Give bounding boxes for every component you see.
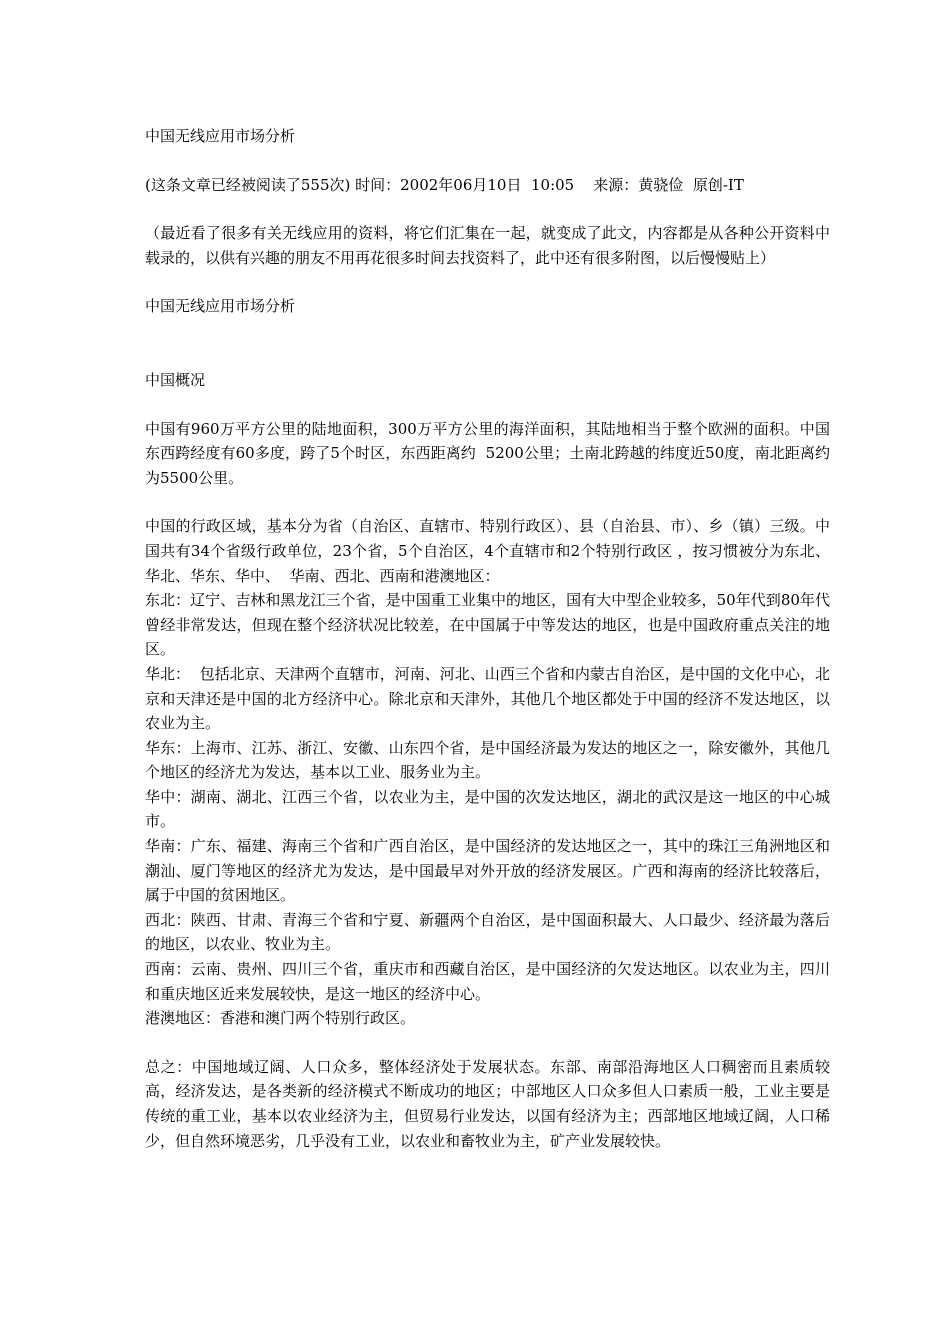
paragraph-administrative-regions: 中国的行政区域，基本分为省（自治区、直辖市、特别行政区）、县（自治县、市）、乡（镇）三级。中国共有34个省级行政单位，23个省，5个自治区，4个直辖市和2个特别行政区 ，按习惯被分为东北、华北、华东、华中、 华南、西北、西南和港澳地区： [145,517,830,585]
document-body [145,124,830,1153]
paragraph-geography: 中国有960万平方公里的陆地面积，300万平方公里的海洋面积，其陆地相当于整个欧洲的面积。中国东西跨经度有60多度，跨了5个时区，东西距离约 5200公里；土南北跨越的纬度近50度，南北距离约为5500公里。 [145,419,830,487]
document-subtitle: 中国无线应用市场分析 [145,297,296,316]
region-paragraph-southwest: 西南：云南、贵州、四川三个省，重庆市和西藏自治区，是中国经济的欠发达地区。以农业为主，四川和重庆地区近来发展较快，是这一地区的经济中心。 [145,960,830,1003]
region-paragraph-central: 华中：湖南、湖北、江西三个省，以农业为主，是中国的次发达地区，湖北的武汉是这一地区的中心城市。 [145,787,830,831]
spacer [145,149,830,173]
article-meta-line: (这条文章已经被阅读了555次) 时间：2002年06月10日 10:05 来源：黄骁俭 原创-IT [145,175,744,194]
region-paragraph-south: 华南：广东、福建、海南三个省和广西自治区，是中国经济的发达地区之一，其中的珠江三角洲地区和潮汕、厦门等地区的经济尤为发达，是中国最早对外开放的经济发展区。广西和海南的经济比较落后，属于中国的贫困地区。 [145,837,830,905]
spacer [145,270,830,294]
spacer [145,319,830,368]
region-paragraph-north: 华北： 包括北京、天津两个直辖市，河南、河北、山西三个省和内蒙古自治区，是中国的文化中心，北京和天津还是中国的北方经济中心。除北京和天津外，其他几个地区都处于中国的经济不发达地区，以农业为主。 [145,664,830,733]
spacer [145,197,830,221]
region-paragraph-northwest: 西北：陕西、甘肃、青海三个省和宁夏、新疆两个自治区，是中国面积最大、人口最少、经济最为落后的地区，以农业、牧业为主。 [145,910,830,954]
region-paragraph-east: 华东：上海市、江苏、浙江、安徽、山东四个省，是中国经济最为发达的地区之一，除安徽外，其他几个地区的经济尤为发达，基本以工业、服务业为主。 [145,738,830,782]
document-title: 中国无线应用市场分析 [145,127,296,145]
region-paragraph-hk-macau: 港澳地区：香港和澳门两个特别行政区。 [145,1009,416,1028]
intro-note: （最近看了很多有关无线应用的资料，将它们汇集在一起，就变成了此文，内容都是从各种公开资料中载录的，以供有兴趣的朋友不用再花很多时间去找资料了，此中还有很多附图，以后慢慢贴上） [145,224,830,267]
paragraph-summary: 总之：中国地域辽阔、人口众多，整体经济处于发展状态。东部、南部沿海地区人口稠密而且素质较高，经济发达，是各类新的经济模式不断成功的地区；中部地区人口众多但人口素质一般，工业主要是传统的重工业，基本以农业经济为主，但贸易行业发达，以国有经济为主；西部地区地域辽阔，人口稀少，但自然环境恶劣，几乎没有工业，以农业和畜牧业为主，矿产业发展较快。 [145,1057,830,1150]
section-heading: 中国概况 [145,370,206,389]
spacer [145,490,830,514]
spacer [145,393,830,417]
region-paragraph-northeast: 东北：辽宁、吉林和黑龙江三个省，是中国重工业集中的地区，国有大中型企业较多，50年代到80年代曾经非常发达，但现在整个经济状况比较差，在中国属于中等发达的地区，也是中国政府重点关注的地区。 [145,591,830,659]
spacer [145,1031,830,1055]
